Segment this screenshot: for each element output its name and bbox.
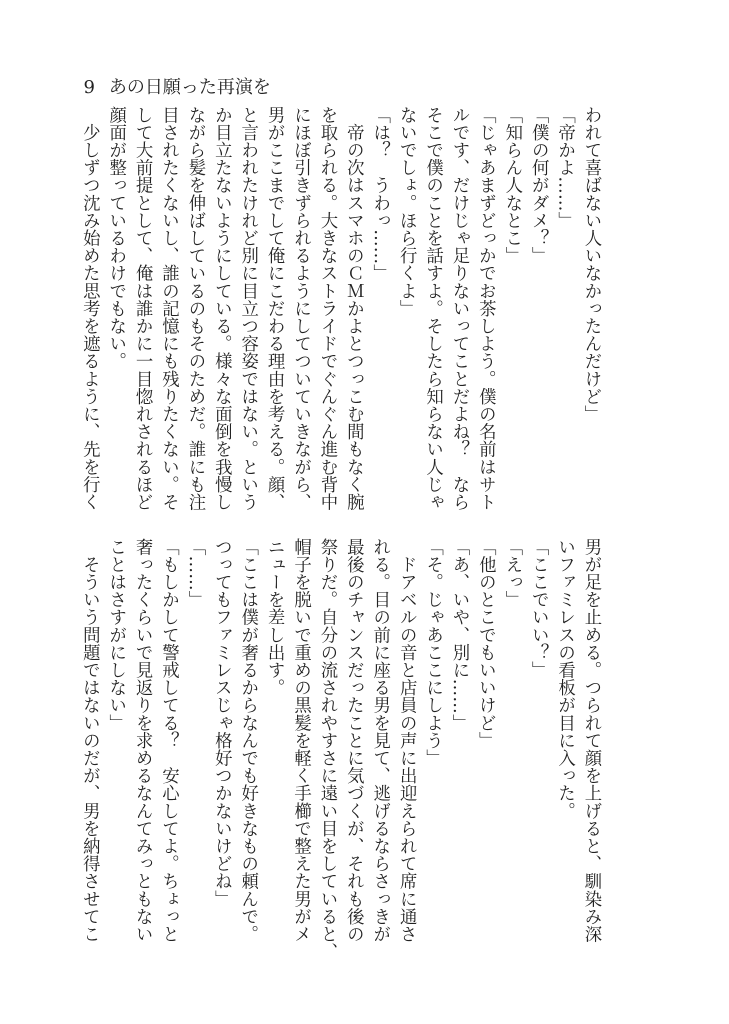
text-line: 奢ったくらいで見返りを求めるなんてみっともない xyxy=(132,538,153,943)
text-block-top xyxy=(74,106,604,511)
text-line: つってもファミレスじゃ格好つかないけどね」 xyxy=(211,538,232,908)
text-line: 少しずつ沈み始めた思考を遮るように、先を行く xyxy=(79,106,100,511)
text-line: 「帝かよ……」 xyxy=(554,106,575,230)
chapter-title: あの日願った再演を xyxy=(108,77,271,98)
text-line: 「知らん人なとこ」 xyxy=(501,106,522,265)
text-line: 「そ。じゃあここにしよう」 xyxy=(422,538,443,767)
text-block-bottom xyxy=(74,538,604,961)
text-line: ないでしょ。ほら行くよ」 xyxy=(396,106,417,318)
text-line: 帽子を脱いで重めの黒髪を軽く手櫛で整えた男がメ xyxy=(290,538,311,943)
text-line: 帝の次はスマホのＣＭかよとつっこむ間もなく腕 xyxy=(343,106,364,511)
text-line: 「ここは僕が奢るからなんでも好きなもの頼んで。 xyxy=(237,538,258,943)
text-line: ドアベルの音と店員の声に出迎えられて席に通さ xyxy=(396,538,417,943)
text-line: 「じゃあまずどっかでお茶しよう。僕の名前はサト xyxy=(475,106,496,511)
text-line: われて喜ばない人いなかったんだけど」 xyxy=(581,106,601,423)
text-line: いファミレスの看板が目に入った。 xyxy=(554,538,575,820)
text-line: にほぼ引きずられるようにしてついていきながら、 xyxy=(290,106,311,511)
text-line: 「は？ うわっ……」 xyxy=(369,106,390,282)
text-line: ながら髪を伸ばしているのもそのためだ。誰にも注 xyxy=(184,106,205,511)
text-line: そこで僕のことを話すよ。そしたら知らない人じゃ xyxy=(422,106,443,511)
text-line: ニューを差し出す。 xyxy=(264,538,285,697)
page-number: 9 xyxy=(83,77,95,98)
text-line: を取られる。大きなストライドでぐんぐん進む背中 xyxy=(316,106,337,511)
text-line: れる。目の前に座る男を見て、逃げるならさっきが xyxy=(369,538,390,943)
text-line: ことはさすがにしない」 xyxy=(105,538,126,732)
text-line: して大前提として、俺は誰かに一目惚れされるほど xyxy=(132,106,153,511)
text-line: 男が足を止める。つられて顔を上げると、馴染み深 xyxy=(581,538,601,943)
text-line: 「もしかして警戒してる？ 安心してよ。ちょっと xyxy=(158,538,179,943)
text-line: そういう問題ではないのだが、男を納得させてこ xyxy=(79,538,100,943)
text-line: 「僕の何がダメ？」 xyxy=(528,106,549,265)
text-line: 「えっ」 xyxy=(501,538,522,609)
text-line: 「……」 xyxy=(184,538,205,609)
text-line: 「ここでいい？」 xyxy=(528,538,549,679)
running-header xyxy=(72,52,271,99)
text-line: ルです、だけじゃ足りないってことだよね？ なら xyxy=(448,106,469,511)
text-line: と言われたけれど別に目立つ容姿ではない。という xyxy=(237,106,258,511)
text-line: か目立たないようにしている。様々な面倒を我慢し xyxy=(211,106,232,511)
text-line: 目されたくないし、誰の記憶にも残りたくない。そ xyxy=(158,106,179,511)
text-line: 祭りだ。自分の流されやすさに遠い目をしていると、 xyxy=(316,538,337,961)
text-line: 「あ、いや、別に……」 xyxy=(448,538,469,732)
text-line: 最後のチャンスだったことに気づくが、それも後の xyxy=(343,538,364,943)
text-line: 顔面が整っているわけでもない。 xyxy=(105,106,126,370)
text-line: 「他のとこでもいいけど」 xyxy=(475,538,496,750)
text-line: 男がここまでして俺にこだわる理由を考える。顔、 xyxy=(264,106,285,511)
